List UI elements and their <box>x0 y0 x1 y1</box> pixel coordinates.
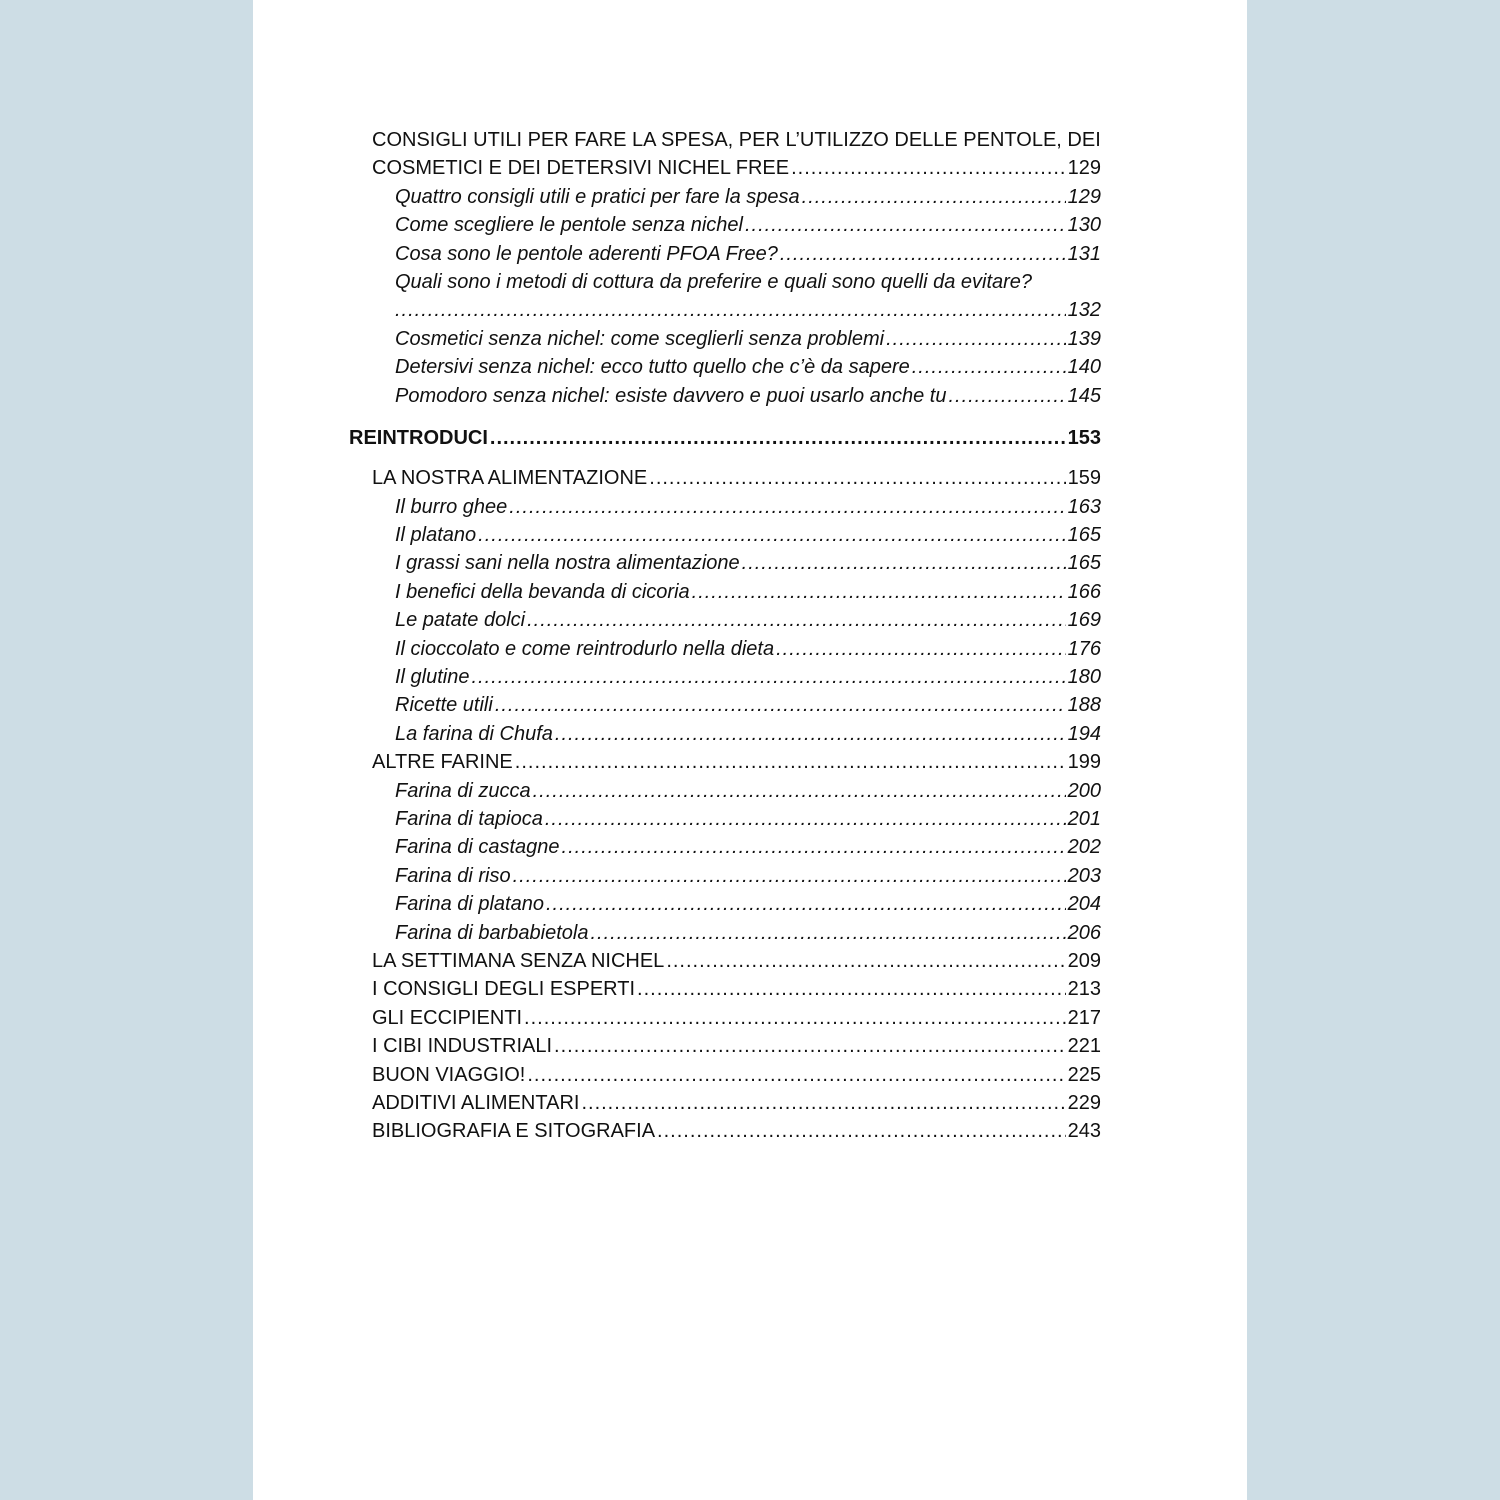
toc-subentry[interactable] <box>349 919 1101 947</box>
toc-entry-page: 129 <box>1067 157 1101 180</box>
toc-entry-page: 145 <box>1067 384 1101 407</box>
dot-leader <box>509 493 1065 521</box>
dot-leader <box>478 521 1065 549</box>
toc-entry-page: 194 <box>1067 722 1101 745</box>
toc-entry-title: Quattro consigli utili e pratici per fare la spesa <box>395 185 800 208</box>
toc-subentry[interactable] <box>349 240 1101 268</box>
toc-entry[interactable] <box>349 1061 1101 1089</box>
document-page <box>253 0 1247 1500</box>
dot-leader <box>545 805 1066 833</box>
dot-leader <box>742 549 1066 577</box>
dot-leader <box>513 862 1066 890</box>
dot-leader <box>802 183 1066 211</box>
toc-entry-title: Ricette utili <box>395 694 493 717</box>
toc-entry-title: Il burro ghee <box>395 495 508 518</box>
toc-entry-page: 129 <box>1067 185 1101 208</box>
dot-leader <box>524 1004 1066 1032</box>
toc-subentry[interactable] <box>349 606 1101 634</box>
toc-entry[interactable] <box>349 1089 1101 1117</box>
toc-entry-title: I grassi sani nella nostra alimentazione <box>395 552 740 575</box>
toc-subentry[interactable] <box>349 635 1101 663</box>
toc-entry-page: 176 <box>1067 637 1101 660</box>
toc-entry[interactable] <box>349 1117 1101 1145</box>
toc-subentry[interactable] <box>349 211 1101 239</box>
dot-leader <box>562 833 1066 861</box>
toc-subentry[interactable] <box>349 862 1101 890</box>
toc-subentry[interactable] <box>349 691 1101 719</box>
toc-entry-title: LA NOSTRA ALIMENTAZIONE <box>372 467 648 490</box>
toc-part-reintroduci[interactable] <box>349 424 1101 452</box>
toc-entry-title: Farina di tapioca <box>395 807 543 830</box>
toc-entry-page: 132 <box>1067 299 1101 322</box>
toc-entry-title: Quali sono i metodi di cottura da preferire e quali sono quelli da evitare? <box>395 270 1033 293</box>
toc-entry-page: 130 <box>1067 214 1101 237</box>
toc-subentry[interactable] <box>349 382 1101 410</box>
dot-leader <box>649 464 1065 492</box>
dot-leader <box>527 1061 1065 1089</box>
toc-entry-page: 139 <box>1067 327 1101 350</box>
dot-leader <box>912 353 1066 381</box>
dot-leader <box>780 240 1066 268</box>
toc-entry[interactable] <box>349 1032 1101 1060</box>
toc-entry-title: Il cioccolato e come reintrodurlo nella dieta <box>395 637 775 660</box>
toc-entry-page: 206 <box>1067 921 1101 944</box>
toc-subentry[interactable] <box>349 549 1101 577</box>
dot-leader <box>533 777 1066 805</box>
dot-leader <box>692 578 1066 606</box>
toc-entry-page: 203 <box>1067 864 1101 887</box>
dot-leader <box>527 606 1066 634</box>
toc-entry-title: GLI ECCIPIENTI <box>372 1006 523 1029</box>
toc-subentry[interactable] <box>349 890 1101 918</box>
toc-entry-shopping[interactable] <box>349 154 1101 182</box>
dot-leader <box>590 919 1065 947</box>
toc-entry[interactable] <box>349 1004 1101 1032</box>
dot-leader <box>886 325 1066 353</box>
toc-entry-page: 217 <box>1067 1006 1101 1029</box>
dot-leader <box>637 975 1066 1003</box>
toc-subentry-cooking[interactable] <box>349 296 1101 324</box>
toc-entry-page: 202 <box>1067 836 1101 859</box>
toc-subentry-cooking-line1[interactable] <box>349 268 1101 296</box>
toc-subentry[interactable] <box>349 777 1101 805</box>
toc-entry-title: ALTRE FARINE <box>372 751 513 774</box>
toc-entry-page: 169 <box>1067 609 1101 632</box>
toc-entry-title: Pomodoro senza nichel: esiste davvero e puoi usarlo anche tu <box>395 384 947 407</box>
toc-entry-alimentazione[interactable] <box>349 464 1101 492</box>
dot-leader <box>776 635 1066 663</box>
toc-entry-title: I benefici della bevanda di cicoria <box>395 580 690 603</box>
toc-entry-page: 163 <box>1067 495 1101 518</box>
toc-entry-page: 199 <box>1067 751 1101 774</box>
toc-entry-page: 166 <box>1067 580 1101 603</box>
toc-entry-page: 221 <box>1067 1035 1101 1058</box>
toc-entry-page: 200 <box>1067 779 1101 802</box>
toc-subentry[interactable] <box>349 325 1101 353</box>
toc-entry-title: Detersivi senza nichel: ecco tutto quello che c’è da sapere <box>395 356 910 379</box>
toc-entry-page: 243 <box>1067 1120 1101 1143</box>
dot-leader <box>581 1089 1065 1117</box>
dot-leader <box>472 663 1066 691</box>
toc-entry-page: 140 <box>1067 356 1101 379</box>
toc-entry-page: 213 <box>1067 978 1101 1001</box>
toc-subentry[interactable] <box>349 521 1101 549</box>
toc-entry-title: Farina di riso <box>395 864 511 887</box>
toc-entry-title: CONSIGLI UTILI PER FARE LA SPESA, PER L’UTILIZZO DELLE PENTOLE, DEI <box>372 129 1101 151</box>
toc-entry-title: Farina di barbabietola <box>395 921 589 944</box>
toc-subentry[interactable] <box>349 805 1101 833</box>
dot-leader <box>515 748 1066 776</box>
dot-leader <box>554 1032 1066 1060</box>
toc-entry-title: BUON VIAGGIO! <box>372 1063 526 1086</box>
toc-entry-page: 188 <box>1067 694 1101 717</box>
toc-entry-title: Farina di zucca <box>395 779 531 802</box>
dot-leader <box>745 211 1066 239</box>
toc-entry-shopping-line1[interactable] <box>349 126 1101 154</box>
toc-entry-title: LA SETTIMANA SENZA NICHEL <box>372 949 665 972</box>
toc-entry-title: Farina di castagne <box>395 836 560 859</box>
toc-entry-title: BIBLIOGRAFIA E SITOGRAFIA <box>372 1120 656 1143</box>
toc-entry-title: Il glutine <box>395 666 470 689</box>
toc-entry[interactable] <box>349 947 1101 975</box>
toc-subentry[interactable] <box>349 663 1101 691</box>
dot-leader <box>546 890 1066 918</box>
dot-leader <box>490 424 1066 452</box>
dot-leader <box>495 691 1066 719</box>
toc-entry-title: I CONSIGLI DEGLI ESPERTI <box>372 978 636 1001</box>
toc-entry-title: I CIBI INDUSTRIALI <box>372 1035 553 1058</box>
dot-leader <box>666 947 1065 975</box>
dot-leader <box>948 382 1065 410</box>
toc-entry-page: 165 <box>1067 552 1101 575</box>
table-of-contents <box>349 126 1101 1146</box>
toc-entry-page: 204 <box>1067 893 1101 916</box>
toc-entry-title: Il platano <box>395 524 477 547</box>
toc-entry-page: 159 <box>1067 467 1101 490</box>
toc-entry-page: 153 <box>1067 426 1101 449</box>
toc-entry-page: 180 <box>1067 666 1101 689</box>
toc-entry-page: 209 <box>1067 949 1101 972</box>
toc-subentry[interactable] <box>349 720 1101 748</box>
toc-entry-page: 225 <box>1067 1063 1101 1086</box>
toc-entry-page: 201 <box>1067 807 1101 830</box>
toc-entry-title: La farina di Chufa <box>395 722 553 745</box>
toc-entry-page: 229 <box>1067 1091 1101 1114</box>
toc-subentry[interactable] <box>349 183 1101 211</box>
toc-entry[interactable] <box>349 975 1101 1003</box>
toc-entry-title: COSMETICI E DEI DETERSIVI NICHEL FREE <box>372 157 790 180</box>
toc-entry-title: Farina di platano <box>395 893 544 916</box>
toc-entry-farine[interactable] <box>349 748 1101 776</box>
toc-subentry[interactable] <box>349 578 1101 606</box>
toc-entry-page: 165 <box>1067 524 1101 547</box>
dot-leader <box>395 296 1066 324</box>
toc-entry-title: Le patate dolci <box>395 609 526 632</box>
toc-entry-title: Cosa sono le pentole aderenti PFOA Free? <box>395 242 778 265</box>
dot-leader <box>657 1117 1066 1145</box>
toc-entry-title: Cosmetici senza nichel: come sceglierli senza problemi <box>395 327 885 350</box>
dot-leader <box>791 154 1066 182</box>
dot-leader <box>555 720 1066 748</box>
toc-subentry[interactable] <box>349 833 1101 861</box>
toc-entry-title: Come scegliere le pentole senza nichel <box>395 214 743 237</box>
toc-subentry[interactable] <box>349 353 1101 381</box>
toc-entry-title: ADDITIVI ALIMENTARI <box>372 1091 580 1114</box>
toc-entry-title: REINTRODUCI <box>349 426 488 449</box>
toc-subentry[interactable] <box>349 493 1101 521</box>
toc-entry-page: 131 <box>1067 242 1101 265</box>
